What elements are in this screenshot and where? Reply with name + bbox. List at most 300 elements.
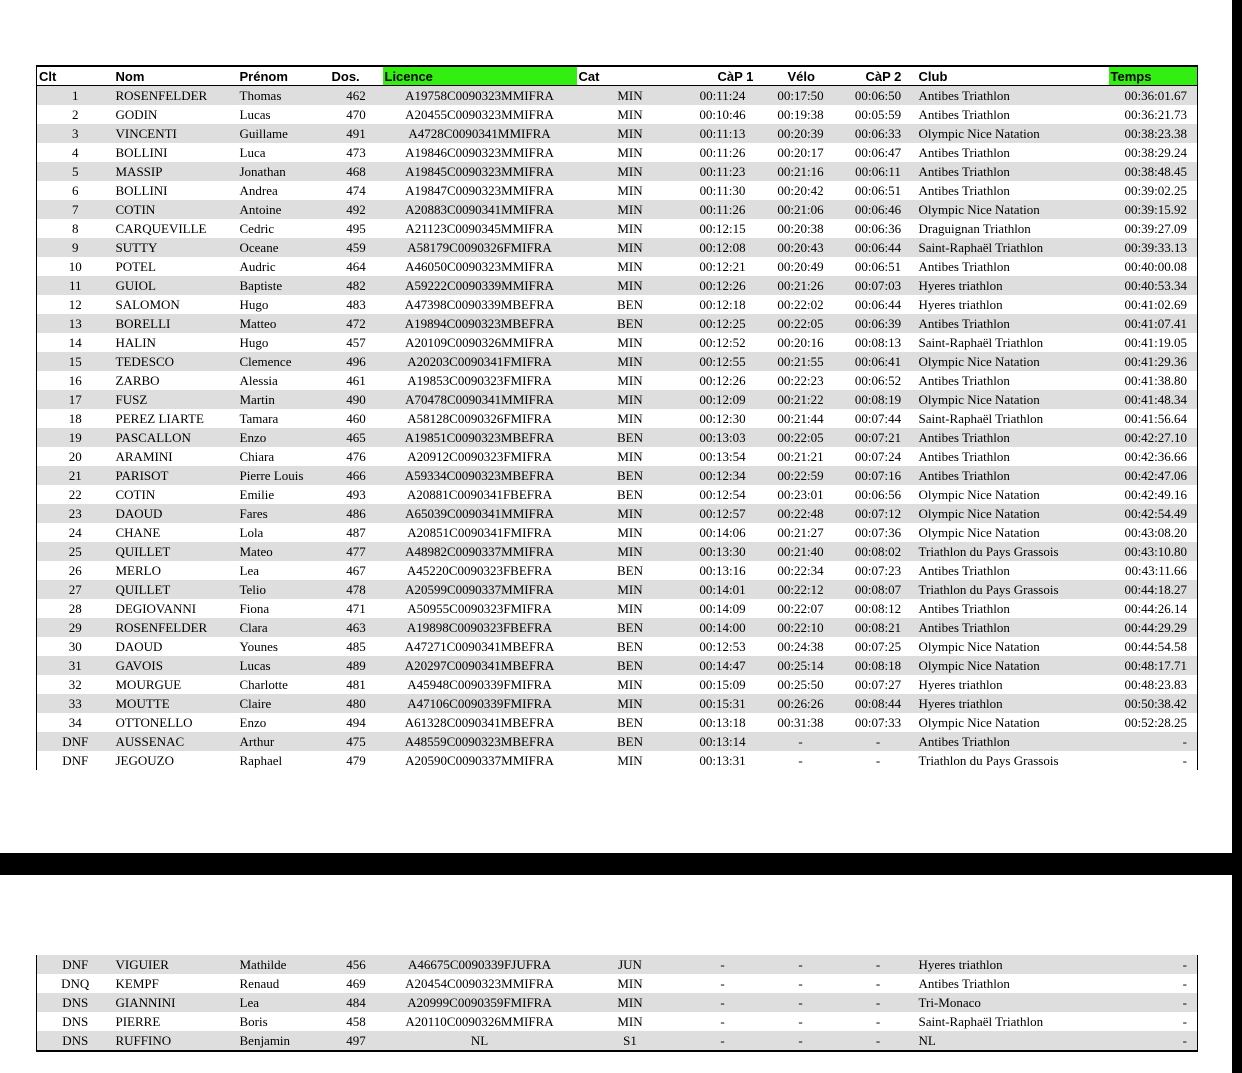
cell-velo: - (798, 1013, 803, 1029)
cell-club: Antibes Triathlon (917, 428, 1109, 447)
cell-cap2: 00:06:33 (840, 124, 917, 143)
cell-temps: 00:43:11.66 (1125, 562, 1187, 578)
cell-cat: MIN (577, 694, 684, 713)
cell-licence: A47271C0090341MBEFRA (404, 638, 555, 654)
cell-licence: A58179C0090326FMIFRA (383, 238, 577, 257)
cell-cap2: 00:08:44 (840, 694, 917, 713)
cell-cap2: - (840, 732, 917, 751)
cell-rank: 26 (68, 562, 82, 578)
cell-cap2: 00:06:52 (854, 372, 902, 388)
cell-licence: NL (383, 1031, 577, 1051)
table-row (37, 561, 1198, 580)
cell-velo: 00:22:48 (762, 504, 840, 523)
cell-nom: AUSSENAC (114, 732, 238, 751)
cell-club: Antibes Triathlon (917, 162, 1109, 181)
cell-club: Antibes Triathlon (917, 732, 1109, 751)
cell-cap2: 00:07:27 (854, 676, 902, 692)
cell-cat: MIN (617, 258, 643, 274)
cell-cap1: 00:12:08 (684, 238, 762, 257)
table-row (37, 238, 1198, 257)
cell-licence: A20599C0090337MMIFRA (383, 580, 577, 599)
cell-dossard: 492 (330, 200, 383, 219)
cell-rank: 6 (72, 182, 79, 198)
cell-cap1: 00:12:57 (684, 504, 762, 523)
cell-nom: RUFFINO (114, 1031, 238, 1051)
cell-temps: - (1109, 993, 1198, 1012)
cell-cap2: 00:06:39 (840, 314, 917, 333)
cell-dossard: 485 (346, 638, 366, 654)
header-temps: Temps (1109, 66, 1198, 86)
cell-cat: MIN (577, 580, 684, 599)
table-row (37, 751, 1198, 770)
cell-cat: MIN (617, 752, 643, 768)
cell-temps: - (1182, 1013, 1187, 1029)
cell-rank: 13 (37, 314, 114, 333)
cell-cat: MIN (617, 600, 643, 616)
cell-prenom: Fares (238, 504, 330, 523)
cell-club: Antibes Triathlon (918, 562, 1010, 578)
cell-nom: ZARBO (115, 372, 160, 388)
cell-prenom: Mathilde (238, 955, 330, 974)
cell-temps: 00:41:48.34 (1109, 390, 1198, 409)
cell-cap1: 00:15:09 (699, 676, 746, 692)
cell-temps: 00:38:48.45 (1109, 162, 1198, 181)
cell-cap2: 00:07:03 (840, 276, 917, 295)
cell-cap1: 00:11:30 (699, 182, 746, 198)
header-velo: Vélo (762, 66, 840, 86)
cell-nom: OTTONELLO (115, 714, 193, 730)
cell-cat: MIN (577, 86, 684, 106)
cell-club: Antibes Triathlon (918, 182, 1010, 198)
cell-velo: 00:22:59 (762, 466, 840, 485)
cell-dossard: 487 (346, 524, 366, 540)
cell-rank: DNS (37, 993, 114, 1012)
cell-cat: MIN (617, 676, 643, 692)
cell-cap1: 00:13:03 (684, 428, 762, 447)
cell-club: Saint-Raphaël Triathlon (918, 410, 1044, 426)
cell-dossard: 486 (330, 504, 383, 523)
cell-cap2: 00:06:44 (854, 296, 902, 312)
cell-prenom: Claire (238, 694, 330, 713)
cell-club: Antibes Triathlon (918, 106, 1010, 122)
cell-prenom: Arthur (238, 732, 330, 751)
cell-velo: 00:22:02 (777, 296, 824, 312)
cell-temps: 00:44:29.29 (1109, 618, 1198, 637)
table-row (37, 694, 1198, 713)
cell-cat: MIN (577, 124, 684, 143)
cell-cat: MIN (577, 352, 684, 371)
cell-licence: A20883C0090341MMIFRA (383, 200, 577, 219)
cell-velo: 00:20:43 (762, 238, 840, 257)
cell-club: Saint-Raphaël Triathlon (918, 1013, 1044, 1029)
cell-prenom: Boris (239, 1013, 268, 1029)
cell-temps: 00:42:47.06 (1109, 466, 1198, 485)
cell-club: Antibes Triathlon (917, 618, 1109, 637)
cell-licence: A20203C0090341FMIFRA (383, 352, 577, 371)
table-row (37, 447, 1198, 466)
cell-club: Hyeres triathlon (918, 676, 1003, 692)
cell-cap1: 00:12:09 (684, 390, 762, 409)
table-row (37, 333, 1198, 352)
cell-cap2: 00:06:47 (854, 144, 902, 160)
cell-cat: BEN (577, 428, 684, 447)
cell-nom: BOLLINI (115, 182, 168, 198)
cell-club: Olympic Nice Natation (918, 486, 1040, 502)
cell-prenom: Enzo (239, 714, 267, 730)
cell-cap1: 00:14:09 (699, 600, 746, 616)
cell-temps: 00:50:38.42 (1109, 694, 1198, 713)
cell-dossard: 493 (346, 486, 366, 502)
cell-temps: 00:42:54.49 (1109, 504, 1198, 523)
cell-dossard: 462 (330, 86, 383, 106)
cell-nom: GODIN (115, 106, 158, 122)
cell-velo: 00:23:01 (777, 486, 824, 502)
cell-cap2: 00:08:21 (840, 618, 917, 637)
cell-club: Olympic Nice Natation (917, 200, 1109, 219)
cell-cat: MIN (617, 372, 643, 388)
cell-dossard: 490 (330, 390, 383, 409)
cell-licence: A19846C0090323MMIFRA (405, 144, 554, 160)
cell-club: Antibes Triathlon (917, 86, 1109, 106)
cell-rank: 16 (68, 372, 82, 388)
cell-velo: 00:21:44 (777, 410, 824, 426)
cell-dossard: 468 (330, 162, 383, 181)
header-club: Club (917, 66, 1109, 86)
cell-licence: A70478C0090341MMIFRA (383, 390, 577, 409)
cell-cap2: 00:08:19 (840, 390, 917, 409)
cell-dossard: 457 (346, 334, 366, 350)
cell-temps: - (1109, 732, 1198, 751)
cell-prenom: Clara (238, 618, 330, 637)
table-row (37, 143, 1198, 162)
table-row (37, 124, 1198, 143)
header-dossard: Dos. (330, 66, 383, 86)
cell-cap2: - (840, 1031, 917, 1051)
table-row (37, 257, 1198, 276)
cell-cap1: 00:14:00 (684, 618, 762, 637)
cell-prenom: Hugo (239, 296, 269, 312)
cell-dossard: 497 (330, 1031, 383, 1051)
cell-cap1: 00:12:34 (684, 466, 762, 485)
cell-nom: HALIN (115, 334, 156, 350)
cell-dossard: 465 (330, 428, 383, 447)
cell-cap1: - (684, 1031, 762, 1051)
cell-velo: 00:20:16 (777, 334, 824, 350)
cell-club: Tri-Monaco (917, 993, 1109, 1012)
cell-cap2: 00:07:16 (840, 466, 917, 485)
cell-temps: 00:40:00.08 (1124, 258, 1187, 274)
cell-club: Hyeres triathlon (918, 296, 1003, 312)
cell-nom: BORELLI (114, 314, 238, 333)
cell-dossard: 476 (346, 448, 366, 464)
cell-nom: BOLLINI (115, 144, 168, 160)
cell-velo: 00:22:05 (762, 314, 840, 333)
cell-cat: MIN (617, 220, 643, 236)
cell-cap2: - (875, 752, 881, 768)
cell-prenom: Hugo (239, 334, 269, 350)
cell-dossard: 464 (346, 258, 366, 274)
cell-nom: VINCENTI (114, 124, 238, 143)
cell-club: Hyeres triathlon (917, 694, 1109, 713)
cell-rank: 32 (68, 676, 82, 692)
cell-cap2: 00:08:07 (840, 580, 917, 599)
cell-nom: ROSENFELDER (114, 86, 238, 106)
cell-cap1: 00:14:06 (699, 524, 746, 540)
cell-licence: A19853C0090323FMIFRA (407, 372, 552, 388)
cell-licence: A45948C0090339FMIFRA (407, 676, 552, 692)
cell-rank: 15 (37, 352, 114, 371)
cell-club: Olympic Nice Natation (917, 504, 1109, 523)
cell-nom: COTIN (115, 486, 156, 502)
cell-velo: 00:21:22 (762, 390, 840, 409)
cell-cap1: 00:11:26 (684, 200, 762, 219)
cell-licence: A46675C0090339FJUFRA (383, 955, 577, 974)
cell-velo: 00:22:12 (762, 580, 840, 599)
cell-cat: MIN (617, 106, 643, 122)
cell-temps: 00:44:54.58 (1124, 638, 1187, 654)
cell-licence: A20912C0090323FMIFRA (407, 448, 552, 464)
cell-rank: 1 (37, 86, 114, 106)
table-row (37, 105, 1198, 124)
header-cap1: CàP 1 (684, 66, 762, 86)
cell-dossard: 458 (346, 1013, 366, 1029)
cell-cap2: 00:08:02 (840, 542, 917, 561)
table-row (37, 993, 1198, 1012)
cell-cap2: - (875, 975, 881, 991)
cell-prenom: Younes (239, 638, 278, 654)
cell-nom: PASCALLON (114, 428, 238, 447)
cell-temps: 00:41:07.41 (1109, 314, 1198, 333)
cell-cap1: 00:12:15 (699, 220, 746, 236)
cell-cap1: 00:13:18 (699, 714, 746, 730)
cell-licence: A45220C0090323FBEFRA (406, 562, 553, 578)
cell-prenom: Enzo (238, 428, 330, 447)
cell-prenom: Lea (239, 562, 259, 578)
cell-club: Olympic Nice Natation (918, 714, 1040, 730)
cell-nom: CARQUEVILLE (115, 220, 207, 236)
cell-prenom: Thomas (238, 86, 330, 106)
cell-prenom: Mateo (238, 542, 330, 561)
cell-nom: KEMPF (115, 975, 159, 991)
cell-cap2: 00:05:59 (854, 106, 902, 122)
cell-velo: 00:25:14 (762, 656, 840, 675)
cell-dossard: 466 (330, 466, 383, 485)
cell-dossard: 461 (346, 372, 366, 388)
cell-cap1: 00:14:47 (684, 656, 762, 675)
cell-rank: DNF (37, 955, 114, 974)
cell-velo: 00:21:06 (762, 200, 840, 219)
cell-rank: 17 (37, 390, 114, 409)
table-row (37, 656, 1198, 675)
cell-cap2: 00:07:44 (854, 410, 902, 426)
table-row (37, 466, 1198, 485)
cell-velo: - (798, 975, 803, 991)
cell-cap2: 00:06:36 (854, 220, 902, 236)
header-prenom: Prénom (238, 66, 330, 86)
cell-club: Olympic Nice Natation (917, 656, 1109, 675)
cell-nom: GIANNINI (114, 993, 238, 1012)
cell-velo: - (762, 955, 840, 974)
cell-temps: - (1109, 955, 1198, 974)
cell-cat: MIN (617, 144, 643, 160)
cell-temps: 00:41:02.69 (1124, 296, 1187, 312)
cell-prenom: Antoine (238, 200, 330, 219)
results-table (36, 65, 1198, 770)
cell-cat: BEN (617, 486, 643, 502)
cell-prenom: Cedric (239, 220, 275, 236)
cell-nom: CHANE (115, 524, 161, 540)
cell-club: Olympic Nice Natation (918, 638, 1040, 654)
cell-rank: DNS (37, 1031, 114, 1051)
cell-club: Olympic Nice Natation (917, 124, 1109, 143)
cell-cap2: 00:07:23 (854, 562, 902, 578)
cell-cap1: 00:11:26 (699, 144, 746, 160)
cell-cat: S1 (577, 1031, 684, 1051)
cell-temps: 00:41:56.64 (1124, 410, 1187, 426)
cell-cap2: 00:06:46 (840, 200, 917, 219)
cell-licence: A19898C0090323FBEFRA (383, 618, 577, 637)
table-row (37, 314, 1198, 333)
cell-cat: JUN (577, 955, 684, 974)
cell-cap2: - (875, 1013, 881, 1029)
cell-cap1: - (720, 975, 725, 991)
cell-temps: 00:41:19.05 (1124, 334, 1187, 350)
cell-cap1: 00:12:25 (684, 314, 762, 333)
cell-temps: 00:36:21.73 (1124, 106, 1187, 122)
table-row (37, 580, 1198, 599)
cell-cat: BEN (577, 656, 684, 675)
cell-cap2: 00:08:18 (840, 656, 917, 675)
cell-cap1: 00:15:31 (684, 694, 762, 713)
cell-dossard: 475 (330, 732, 383, 751)
cell-nom: DAOUD (115, 638, 163, 654)
cell-temps: 00:39:02.25 (1124, 182, 1187, 198)
cell-dossard: 470 (346, 106, 366, 122)
cell-prenom: Jonathan (238, 162, 330, 181)
cell-licence: A59334C0090323MBEFRA (383, 466, 577, 485)
cell-rank: DNF (37, 732, 114, 751)
cell-licence: A61328C0090341MBEFRA (404, 714, 555, 730)
cell-cap2: 00:07:25 (854, 638, 902, 654)
cell-velo: 00:26:26 (762, 694, 840, 713)
cell-dossard: 469 (346, 975, 366, 991)
cell-cat: MIN (577, 162, 684, 181)
cell-prenom: Telio (238, 580, 330, 599)
cell-cap1: 00:12:52 (699, 334, 746, 350)
cell-cap1: 00:12:18 (699, 296, 746, 312)
cell-prenom: Baptiste (238, 276, 330, 295)
table-row (37, 523, 1198, 542)
cell-licence: A20999C0090359FMIFRA (383, 993, 577, 1012)
cell-cap1: 00:11:13 (684, 124, 762, 143)
cell-cap1: 00:13:14 (684, 732, 762, 751)
cell-dossard: 456 (330, 955, 383, 974)
cell-prenom: Raphael (239, 752, 283, 768)
results-body (37, 86, 1198, 771)
cell-dossard: 495 (346, 220, 366, 236)
cell-rank: 14 (68, 334, 82, 350)
cell-dossard: 483 (346, 296, 366, 312)
cell-nom: SALOMON (115, 296, 180, 312)
cell-cap1: 00:14:01 (684, 580, 762, 599)
cell-rank: 33 (37, 694, 114, 713)
cell-licence: A19851C0090323MBEFRA (383, 428, 577, 447)
cell-dossard: 489 (330, 656, 383, 675)
cell-temps: 00:36:01.67 (1109, 86, 1198, 106)
cell-velo: 00:21:16 (762, 162, 840, 181)
cell-prenom: Andrea (239, 182, 278, 198)
cell-velo: - (762, 993, 840, 1012)
cell-rank: 11 (37, 276, 114, 295)
cell-club: Draguignan Triathlon (918, 220, 1031, 236)
header-nom: Nom (114, 66, 238, 86)
cell-prenom: Clemence (238, 352, 330, 371)
cell-temps: 00:41:29.36 (1109, 352, 1198, 371)
cell-prenom: Fiona (239, 600, 270, 616)
cell-cap2: - (840, 955, 917, 974)
cell-temps: - (1109, 1031, 1198, 1051)
cell-nom: JEGOUZO (115, 752, 174, 768)
cell-rank: 20 (68, 448, 82, 464)
cell-prenom: Lea (238, 993, 330, 1012)
cell-temps: 00:44:18.27 (1109, 580, 1198, 599)
cell-cap2: 00:08:13 (854, 334, 902, 350)
cell-cap1: 00:12:55 (684, 352, 762, 371)
cell-cat: BEN (577, 314, 684, 333)
cell-temps: 00:42:49.16 (1124, 486, 1187, 502)
table-row (37, 409, 1198, 428)
table-row (37, 504, 1198, 523)
table-row (37, 675, 1198, 694)
results-table-continued (36, 955, 1198, 1052)
cell-rank: 8 (72, 220, 79, 236)
cell-licence: A48982C0090337MMIFRA (383, 542, 577, 561)
cell-velo: 00:19:38 (777, 106, 824, 122)
cell-cap2: 00:07:36 (854, 524, 902, 540)
cell-temps: 00:43:08.20 (1124, 524, 1187, 540)
cell-cap2: 00:06:44 (840, 238, 917, 257)
cell-velo: 00:22:05 (762, 428, 840, 447)
cell-dossard: 471 (346, 600, 366, 616)
cell-cat: BEN (617, 296, 643, 312)
cell-cap2: 00:07:12 (840, 504, 917, 523)
cell-club: Antibes Triathlon (917, 314, 1109, 333)
cell-cap1: 00:11:24 (684, 86, 762, 106)
cell-cat: MIN (577, 276, 684, 295)
cell-rank: 19 (37, 428, 114, 447)
cell-cap1: 00:13:31 (699, 752, 746, 768)
table-row (37, 732, 1198, 751)
cell-dossard: 482 (330, 276, 383, 295)
table-row (37, 181, 1198, 200)
cell-dossard: 480 (330, 694, 383, 713)
cell-temps: 00:39:27.09 (1124, 220, 1187, 236)
table-row (37, 162, 1198, 181)
cell-prenom: Luca (239, 144, 266, 160)
results-page-2 (0, 875, 1232, 1073)
cell-prenom: Pierre Louis (238, 466, 330, 485)
cell-licence: A19894C0090323MBEFRA (383, 314, 577, 333)
cell-club: Triathlon du Pays Grassois (917, 580, 1109, 599)
cell-nom: MOUTTE (114, 694, 238, 713)
cell-cap1: 00:12:30 (699, 410, 746, 426)
header-cat: Cat (577, 66, 684, 86)
cell-licence: A58128C0090326FMIFRA (407, 410, 552, 426)
cell-prenom: Guillame (238, 124, 330, 143)
cell-club: NL (917, 1031, 1109, 1051)
cell-temps: 00:38:23.38 (1109, 124, 1198, 143)
cell-rank: 10 (68, 258, 82, 274)
